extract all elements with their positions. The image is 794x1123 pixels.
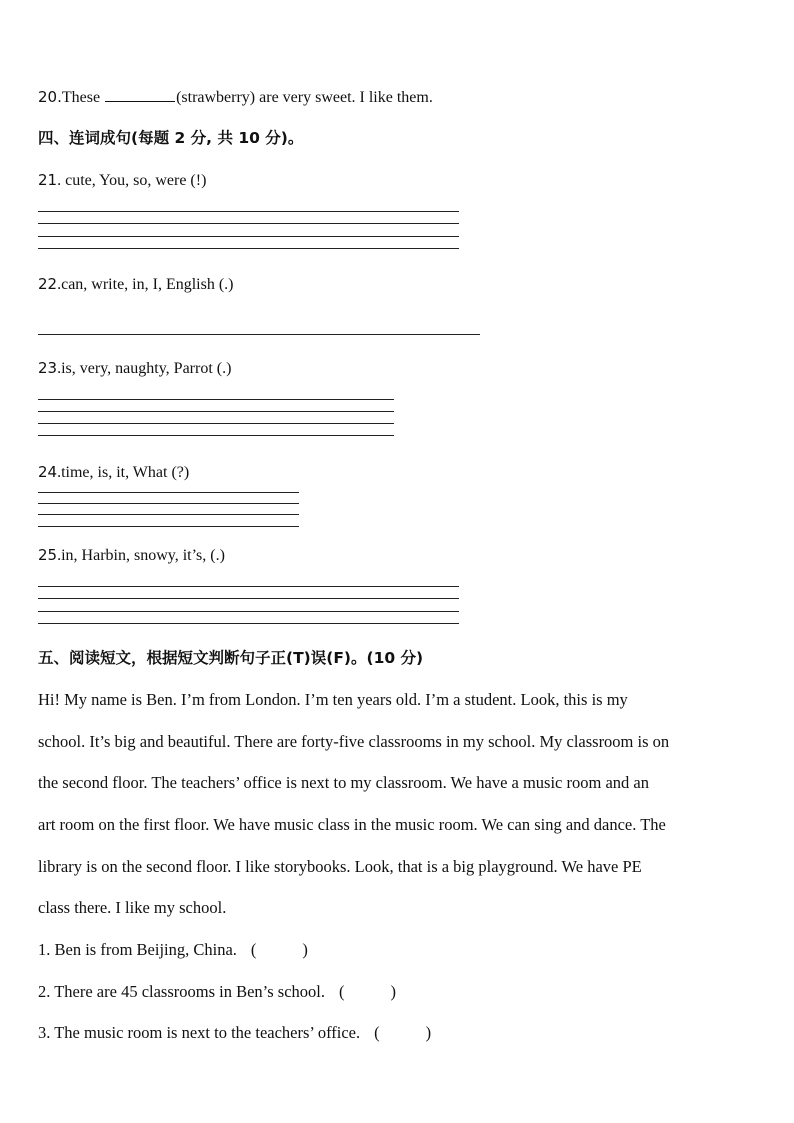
open-bracket: ( <box>250 940 257 959</box>
question-words: . cute, You, so, were (!) <box>57 172 207 189</box>
passage-line: library is on the second floor. I like storybooks. Look, that is a big playground. We have PE <box>38 857 642 876</box>
judgement-text: 1. Ben is from Beijing, China. <box>38 940 237 959</box>
answer-rule <box>38 435 394 436</box>
judgement-item-2 <box>38 981 396 1003</box>
question-number: 21 <box>38 171 58 189</box>
question-20 <box>38 87 433 108</box>
passage-line: art room on the first floor. We have music class in the music room. We can sing and dance. The <box>38 815 666 834</box>
answer-rule <box>38 514 299 515</box>
answer-rule <box>38 623 459 624</box>
answer-rule <box>38 586 459 587</box>
answer-rule <box>38 411 394 412</box>
question-text-before: These <box>61 89 101 106</box>
question-words: .is, very, naughty, Parrot (.) <box>57 360 232 377</box>
question-words: .in, Harbin, snowy, it’s, (.) <box>57 547 225 564</box>
open-bracket: ( <box>374 1023 380 1042</box>
close-bracket: ) <box>302 940 308 959</box>
answer-rule <box>38 211 459 212</box>
answer-rule <box>38 492 299 493</box>
answer-rule <box>38 611 459 612</box>
passage-line: Hi! My name is Ben. I’m from London. I’m ten years old. I’m a student. Look, this is my <box>38 690 628 709</box>
passage-line: school. It’s big and beautiful. There are forty-five classrooms in my school. My classroom is on <box>38 732 670 751</box>
question-number: 24 <box>38 463 58 481</box>
question-23 <box>38 358 231 379</box>
judgement-item-3 <box>38 1022 431 1044</box>
answer-brackets[interactable] <box>339 981 396 1003</box>
answer-rule <box>38 598 459 599</box>
passage-line: class there. I like my school. <box>38 898 227 917</box>
close-bracket: ) <box>390 982 397 1001</box>
fill-in-blank[interactable] <box>105 87 175 102</box>
judgement-text: 2. There are 45 classrooms in Ben’s school. <box>38 982 326 1001</box>
answer-brackets[interactable] <box>374 1022 431 1044</box>
answer-rule <box>38 236 459 237</box>
question-words: .can, write, in, I, English (.) <box>57 276 234 293</box>
section-4-heading: 四、连词成句(每题 2 分, 共 10 分)。 <box>38 129 304 147</box>
question-24 <box>38 462 189 483</box>
judgement-item-1 <box>38 939 308 961</box>
question-number: 20. <box>38 88 62 106</box>
answer-rule <box>38 334 480 335</box>
question-number: 25 <box>38 546 58 564</box>
answer-rule <box>38 399 394 400</box>
answer-brackets[interactable] <box>251 939 308 961</box>
question-25 <box>38 545 225 566</box>
section-5-heading: 五、阅读短文，根据短文判断句子正(T)误(F)。(10 分) <box>38 649 424 667</box>
answer-rule <box>38 423 394 424</box>
close-bracket: ) <box>425 1023 432 1042</box>
question-number: 22 <box>38 275 58 293</box>
answer-rule <box>38 223 459 224</box>
answer-rule <box>38 248 459 249</box>
passage-line: the second floor. The teachers’ office is next to my classroom. We have a music room and an <box>38 773 649 792</box>
question-words: .time, is, it, What (?) <box>57 464 190 481</box>
answer-rule <box>38 526 299 527</box>
question-22 <box>38 274 234 295</box>
open-bracket: ( <box>339 982 345 1001</box>
answer-rule <box>38 503 299 504</box>
judgement-text: 3. The music room is next to the teachers’ office. <box>38 1023 361 1042</box>
question-text-after: (strawberry) are very sweet. I like them. <box>176 89 433 106</box>
question-21 <box>38 170 206 191</box>
question-number: 23 <box>38 359 58 377</box>
